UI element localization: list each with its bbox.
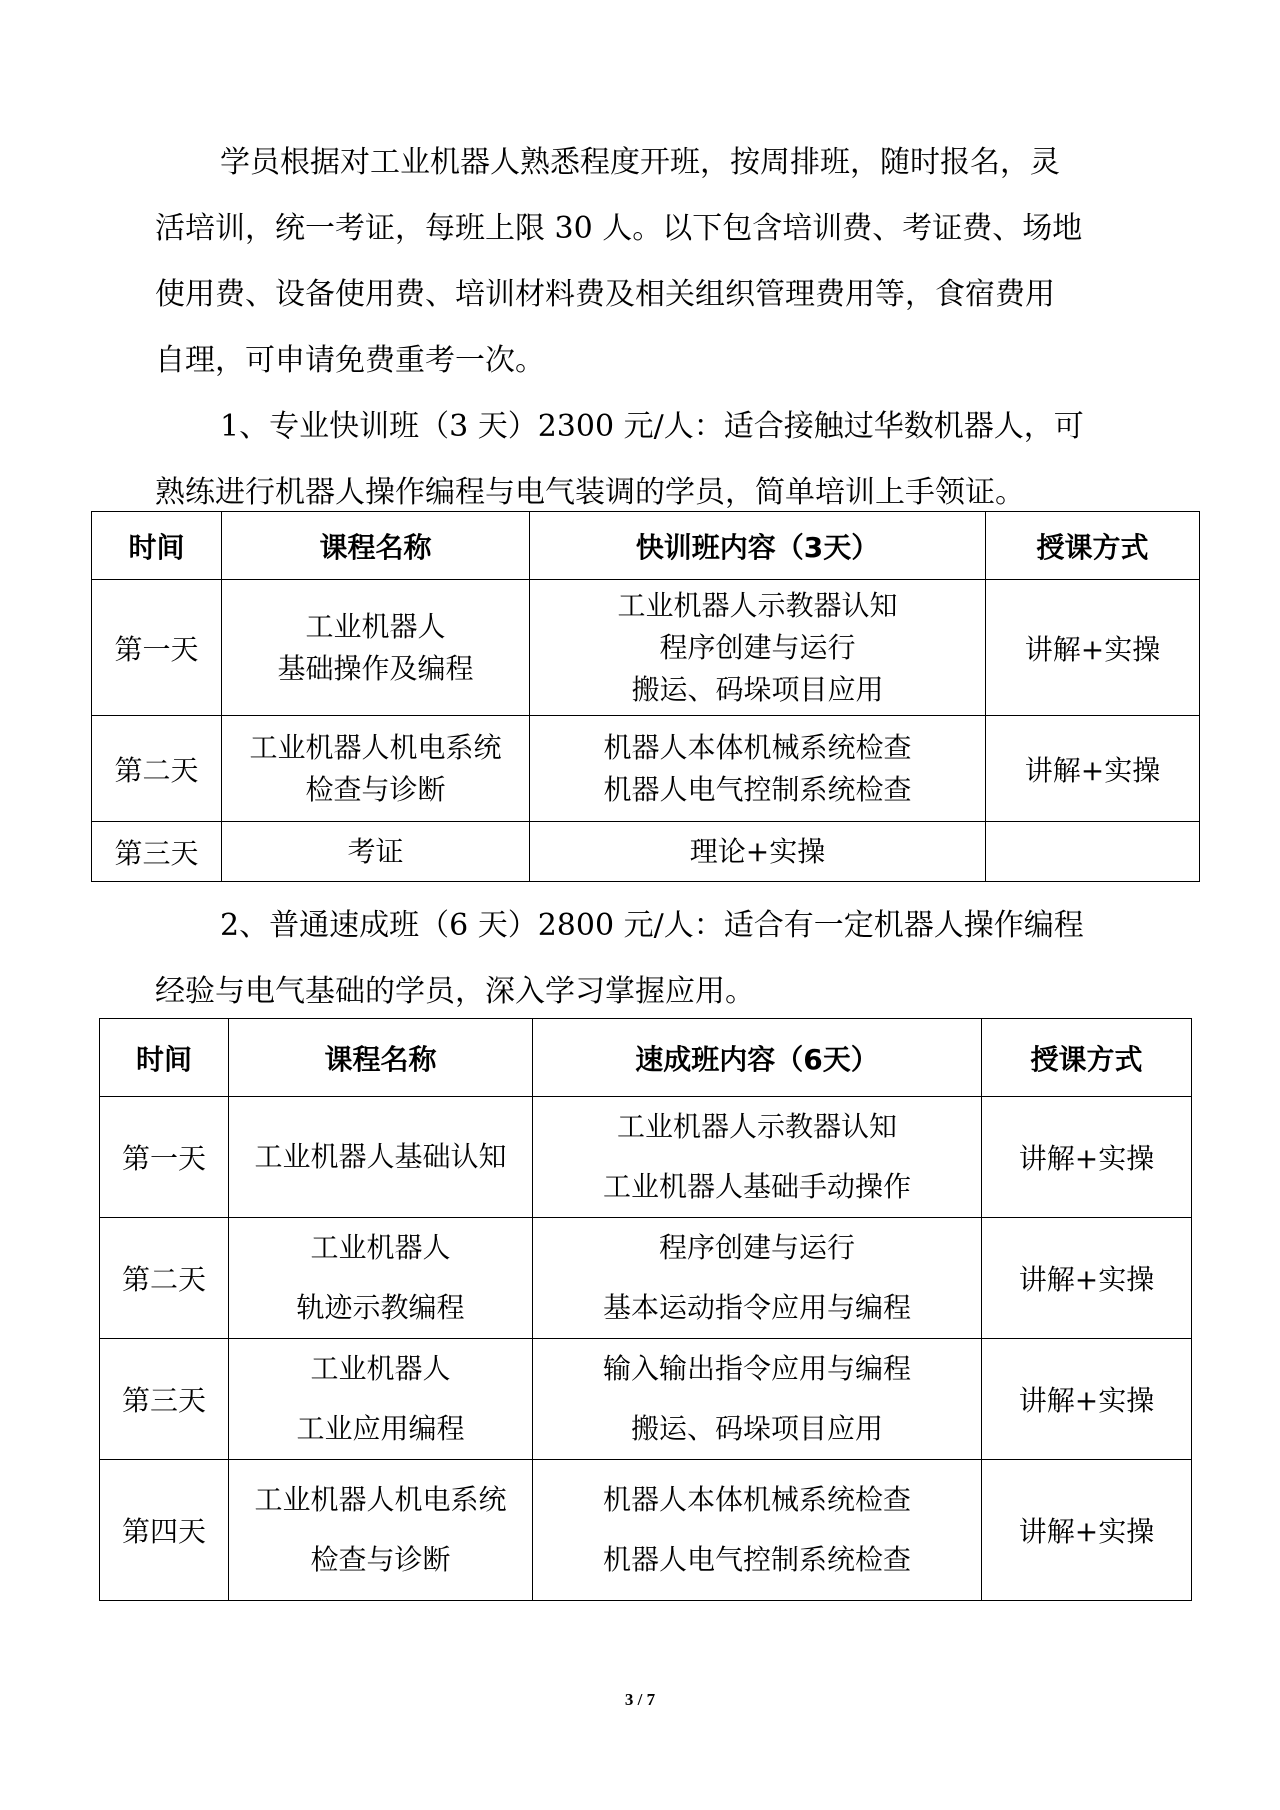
content-line: 程序创建与运行 (658, 1231, 855, 1264)
table-header-row (92, 512, 1200, 580)
method-cell: 讲解+实操 (982, 1339, 1192, 1460)
course-cell (229, 1339, 533, 1460)
content-cell (533, 1460, 982, 1601)
course1-description (155, 394, 1125, 526)
course1-schedule-table (91, 511, 1200, 882)
day-cell: 第二天 (100, 1218, 229, 1339)
content-line: 输入输出指令应用与编程 (602, 1352, 911, 1385)
course1-line: 1、专业快训班（3 天）2300 元/人：适合接触过华数机器人，可 (220, 409, 1084, 444)
intro-line: 自理，可申请免费重考一次。 (155, 343, 545, 378)
content-cell (530, 716, 986, 822)
method-cell: 讲解+实操 (982, 1097, 1192, 1218)
course-cell (229, 1218, 533, 1339)
table-row (92, 580, 1200, 716)
day-cell: 第三天 (100, 1339, 229, 1460)
day-cell: 第一天 (100, 1097, 229, 1218)
method-cell: 讲解+实操 (986, 716, 1200, 822)
day-cell: 第三天 (92, 822, 222, 882)
day-cell: 第一天 (92, 580, 222, 716)
content-cell (533, 1218, 982, 1339)
header-time: 时间 (92, 512, 222, 580)
content-line: 搬运、码垛项目应用 (630, 1412, 883, 1445)
course-cell (222, 580, 530, 716)
header-content: 快训班内容（3天） (530, 512, 986, 580)
content-line: 工业机器人示教器认知 (616, 1110, 897, 1143)
course-cell (222, 716, 530, 822)
course-line: 工业机器人基础认知 (254, 1140, 507, 1173)
content-line: 理论+实操 (689, 834, 826, 868)
course2-line: 经验与电气基础的学员，深入学习掌握应用。 (155, 974, 755, 1009)
intro-line: 活培训，统一考证，每班上限 30 人。以下包含培训费、考证费、场地 (155, 211, 1083, 246)
course1-line: 熟练进行机器人操作编程与电气装调的学员，简单培训上手领证。 (155, 475, 1025, 510)
content-cell (533, 1097, 982, 1218)
content-line: 机器人电气控制系统检查 (603, 772, 912, 806)
content-cell (533, 1339, 982, 1460)
table-row (92, 716, 1200, 822)
course2-schedule-table (99, 1018, 1192, 1601)
course-line: 工业机器人 (310, 1231, 451, 1264)
table-row (100, 1218, 1192, 1339)
method-cell (986, 822, 1200, 882)
course2-line: 2、普通速成班（6 天）2800 元/人：适合有一定机器人操作编程 (220, 908, 1084, 943)
method-cell: 讲解+实操 (982, 1460, 1192, 1601)
course-line: 检查与诊断 (310, 1543, 451, 1576)
table-row (100, 1097, 1192, 1218)
intro-paragraph (155, 130, 1125, 394)
header-course-name: 课程名称 (222, 512, 530, 580)
course2-description (155, 893, 1125, 1025)
content-cell (530, 822, 986, 882)
header-course-name: 课程名称 (229, 1019, 533, 1097)
course-cell (229, 1097, 533, 1218)
course-line: 考证 (347, 834, 404, 868)
course-cell (229, 1460, 533, 1601)
content-line: 机器人本体机械系统检查 (603, 730, 912, 764)
course-cell (222, 822, 530, 882)
content-line: 基本运动指令应用与编程 (602, 1291, 911, 1324)
method-cell: 讲解+实操 (986, 580, 1200, 716)
table-row (100, 1460, 1192, 1601)
course-line: 工业机器人机电系统 (249, 730, 502, 764)
course-line: 检查与诊断 (305, 772, 446, 806)
content-line: 程序创建与运行 (659, 630, 856, 664)
page-number: 3 / 7 (624, 1690, 656, 1709)
content-line: 工业机器人基础手动操作 (602, 1170, 911, 1203)
content-line: 搬运、码垛项目应用 (631, 672, 884, 706)
day-cell: 第二天 (92, 716, 222, 822)
header-content: 速成班内容（6天） (533, 1019, 982, 1097)
course-line: 工业应用编程 (296, 1412, 465, 1445)
course-line: 工业机器人机电系统 (254, 1483, 507, 1516)
course-line: 工业机器人 (305, 609, 446, 643)
intro-line: 使用费、设备使用费、培训材料费及相关组织管理费用等，食宿费用 (155, 277, 1055, 312)
header-time: 时间 (100, 1019, 229, 1097)
table-header-row (100, 1019, 1192, 1097)
header-method: 授课方式 (986, 512, 1200, 580)
content-line: 机器人电气控制系统检查 (602, 1543, 911, 1576)
course-line: 轨迹示教编程 (296, 1291, 465, 1324)
table-row (100, 1339, 1192, 1460)
header-method: 授课方式 (982, 1019, 1192, 1097)
course-line: 工业机器人 (310, 1352, 451, 1385)
intro-line: 学员根据对工业机器人熟悉程度开班，按周排班，随时报名，灵 (220, 145, 1060, 180)
content-line: 机器人本体机械系统检查 (602, 1483, 911, 1516)
content-line: 工业机器人示教器认知 (617, 588, 898, 622)
course-line: 基础操作及编程 (277, 651, 474, 685)
table-row (92, 822, 1200, 882)
method-cell: 讲解+实操 (982, 1218, 1192, 1339)
content-cell (530, 580, 986, 716)
day-cell: 第四天 (100, 1460, 229, 1601)
